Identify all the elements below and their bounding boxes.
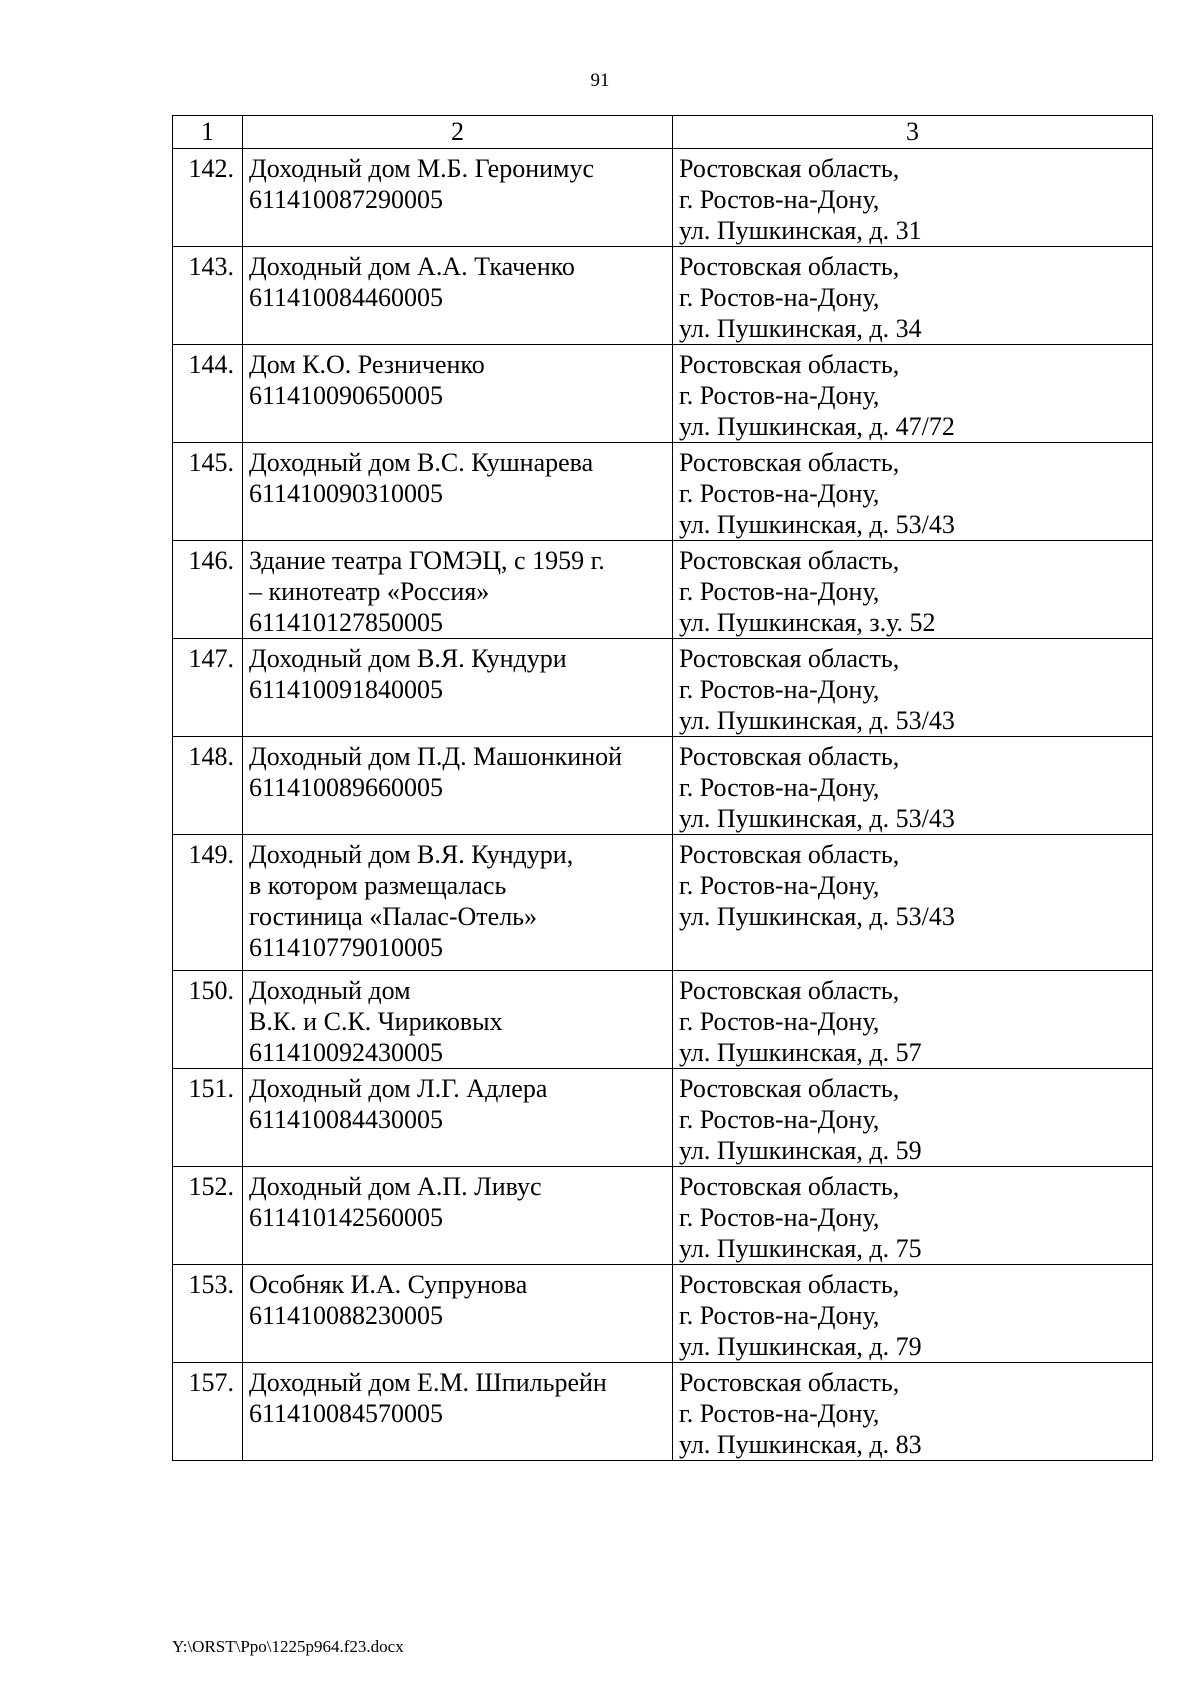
row-number: 142. <box>173 149 243 247</box>
row-number: 146. <box>173 541 243 639</box>
object-address-line: г. Ростов-на-Дону, <box>679 577 880 606</box>
table-header-row <box>173 116 1153 149</box>
object-name-line: 611410142560005 <box>249 1203 444 1232</box>
object-name-cell <box>243 541 673 639</box>
row-number: 145. <box>173 443 243 541</box>
table-row <box>173 971 1153 1069</box>
object-name-cell <box>243 639 673 737</box>
object-name-line: 611410779010005 <box>249 933 444 962</box>
object-address-line: Ростовская область, <box>679 742 900 771</box>
object-name-cell <box>243 345 673 443</box>
object-name-line: Доходный дом М.Б. Геронимус <box>249 154 595 183</box>
object-address-line: Ростовская область, <box>679 350 900 379</box>
object-address-line: ул. Пушкинская, д. 75 <box>679 1234 922 1263</box>
object-address-line: г. Ростов-на-Дону, <box>679 283 880 312</box>
row-number: 147. <box>173 639 243 737</box>
heritage-register-table <box>172 115 1153 1461</box>
column-header-number: 1 <box>173 116 243 149</box>
object-address-line: г. Ростов-на-Дону, <box>679 773 880 802</box>
object-address-cell <box>673 1069 1153 1167</box>
object-name-line: Доходный дом В.Я. Кундури <box>249 644 567 673</box>
row-number: 153. <box>173 1265 243 1363</box>
footer-file-path: Y:\ORST\Ppo\1225p964.f23.docx <box>172 1637 404 1656</box>
object-name-line: Доходный дом А.А. Ткаченко <box>249 252 575 281</box>
page-number: 91 <box>590 70 610 91</box>
row-number: 157. <box>173 1363 243 1461</box>
object-name-line: 611410088230005 <box>249 1301 444 1330</box>
register-table-body <box>173 116 1153 1461</box>
object-name-cell <box>243 1167 673 1265</box>
object-address-line: г. Ростов-на-Дону, <box>679 675 880 704</box>
object-name-line: 611410084570005 <box>249 1399 444 1428</box>
table-row <box>173 443 1153 541</box>
table-row <box>173 1363 1153 1461</box>
table-row <box>173 247 1153 345</box>
object-name-line: 611410089660005 <box>249 773 444 802</box>
object-address-line: Ростовская область, <box>679 252 900 281</box>
object-address-line: Ростовская область, <box>679 1172 900 1201</box>
object-name-cell <box>243 1069 673 1167</box>
object-address-line: ул. Пушкинская, д. 34 <box>679 314 922 343</box>
object-name-line: 611410090650005 <box>249 381 444 410</box>
object-address-cell <box>673 149 1153 247</box>
object-address-line: ул. Пушкинская, д. 53/43 <box>679 804 955 833</box>
object-name-line: Доходный дом В.С. Кушнарева <box>249 448 594 477</box>
object-address-line: ул. Пушкинская, д. 83 <box>679 1430 922 1459</box>
object-name-line: Доходный дом П.Д. Машонкиной <box>249 742 623 771</box>
object-name-line: Дом К.О. Резниченко <box>249 350 485 379</box>
object-address-line: ул. Пушкинская, д. 31 <box>679 216 922 245</box>
object-address-line: г. Ростов-на-Дону, <box>679 479 880 508</box>
object-address-line: Ростовская область, <box>679 1368 900 1397</box>
row-number: 148. <box>173 737 243 835</box>
object-name-line: В.К. и С.К. Чириковых <box>249 1007 503 1036</box>
table-row <box>173 835 1153 971</box>
object-name-line: 611410090310005 <box>249 479 444 508</box>
object-name-line: Доходный дом А.П. Ливус <box>249 1172 542 1201</box>
object-address-line: г. Ростов-на-Дону, <box>679 1399 880 1428</box>
object-address-line: Ростовская область, <box>679 546 900 575</box>
object-address-line: Ростовская область, <box>679 154 900 183</box>
object-address-line: г. Ростов-на-Дону, <box>679 381 880 410</box>
object-name-line: 611410084430005 <box>249 1105 444 1134</box>
object-address-line: Ростовская область, <box>679 1270 900 1299</box>
object-name-line: Доходный дом Е.М. Шпильрейн <box>249 1368 607 1397</box>
object-address-line: ул. Пушкинская, д. 53/43 <box>679 706 955 735</box>
object-name-cell <box>243 737 673 835</box>
object-address-cell <box>673 639 1153 737</box>
table-row <box>173 1265 1153 1363</box>
table-row <box>173 737 1153 835</box>
object-name-line: 611410084460005 <box>249 283 444 312</box>
object-address-line: г. Ростов-на-Дону, <box>679 1301 880 1330</box>
object-address-cell <box>673 1265 1153 1363</box>
object-name-line: Доходный дом В.Я. Кундури, <box>249 840 574 869</box>
object-name-cell <box>243 835 673 971</box>
column-header-address: 3 <box>673 116 1153 149</box>
object-address-line: Ростовская область, <box>679 448 900 477</box>
object-address-line: г. Ростов-на-Дону, <box>679 1105 880 1134</box>
object-name-line: Здание театра ГОМЭЦ, с 1959 г. <box>249 546 605 575</box>
object-name-cell <box>243 971 673 1069</box>
object-address-cell <box>673 971 1153 1069</box>
table-row <box>173 541 1153 639</box>
object-name-cell <box>243 247 673 345</box>
object-address-line: г. Ростов-на-Дону, <box>679 871 880 900</box>
object-address-cell <box>673 737 1153 835</box>
table-row <box>173 345 1153 443</box>
row-number: 151. <box>173 1069 243 1167</box>
object-address-line: ул. Пушкинская, з.у. 52 <box>679 608 936 637</box>
object-name-line: 611410127850005 <box>249 608 444 637</box>
row-number: 144. <box>173 345 243 443</box>
object-name-line: в котором размещалась <box>249 871 507 900</box>
column-header-name: 2 <box>243 116 673 149</box>
table-row <box>173 149 1153 247</box>
object-name-line: Доходный дом Л.Г. Адлера <box>249 1074 548 1103</box>
object-address-line: г. Ростов-на-Дону, <box>679 185 880 214</box>
object-name-cell <box>243 443 673 541</box>
object-address-cell <box>673 1167 1153 1265</box>
table-row <box>173 1167 1153 1265</box>
object-address-line: Ростовская область, <box>679 840 900 869</box>
object-address-line: ул. Пушкинская, д. 57 <box>679 1038 922 1067</box>
object-address-cell <box>673 443 1153 541</box>
object-address-line: ул. Пушкинская, д. 53/43 <box>679 902 955 931</box>
row-number: 150. <box>173 971 243 1069</box>
row-number: 149. <box>173 835 243 971</box>
object-address-line: г. Ростов-на-Дону, <box>679 1203 880 1232</box>
object-name-line: 611410092430005 <box>249 1038 444 1067</box>
object-name-cell <box>243 149 673 247</box>
row-number: 143. <box>173 247 243 345</box>
object-name-cell <box>243 1265 673 1363</box>
object-address-cell <box>673 541 1153 639</box>
object-address-cell <box>673 1363 1153 1461</box>
object-address-line: Ростовская область, <box>679 1074 900 1103</box>
object-name-line: 611410087290005 <box>249 185 444 214</box>
object-address-line: ул. Пушкинская, д. 59 <box>679 1136 922 1165</box>
object-name-line: гостиница «Палас-Отель» <box>249 902 538 931</box>
object-address-line: г. Ростов-на-Дону, <box>679 1007 880 1036</box>
object-name-line: 611410091840005 <box>249 675 444 704</box>
object-address-line: ул. Пушкинская, д. 47/72 <box>679 412 955 441</box>
object-address-cell <box>673 247 1153 345</box>
table-row <box>173 1069 1153 1167</box>
object-address-line: Ростовская область, <box>679 976 900 1005</box>
object-name-line: Особняк И.А. Супрунова <box>249 1270 528 1299</box>
object-address-line: ул. Пушкинская, д. 53/43 <box>679 510 955 539</box>
object-name-line: – кинотеатр «Россия» <box>249 577 490 606</box>
object-address-cell <box>673 835 1153 971</box>
table-row <box>173 639 1153 737</box>
row-number: 152. <box>173 1167 243 1265</box>
object-address-line: Ростовская область, <box>679 644 900 673</box>
object-name-line: Доходный дом <box>249 976 411 1005</box>
object-name-cell <box>243 1363 673 1461</box>
object-address-cell <box>673 345 1153 443</box>
object-address-line: ул. Пушкинская, д. 79 <box>679 1332 922 1361</box>
